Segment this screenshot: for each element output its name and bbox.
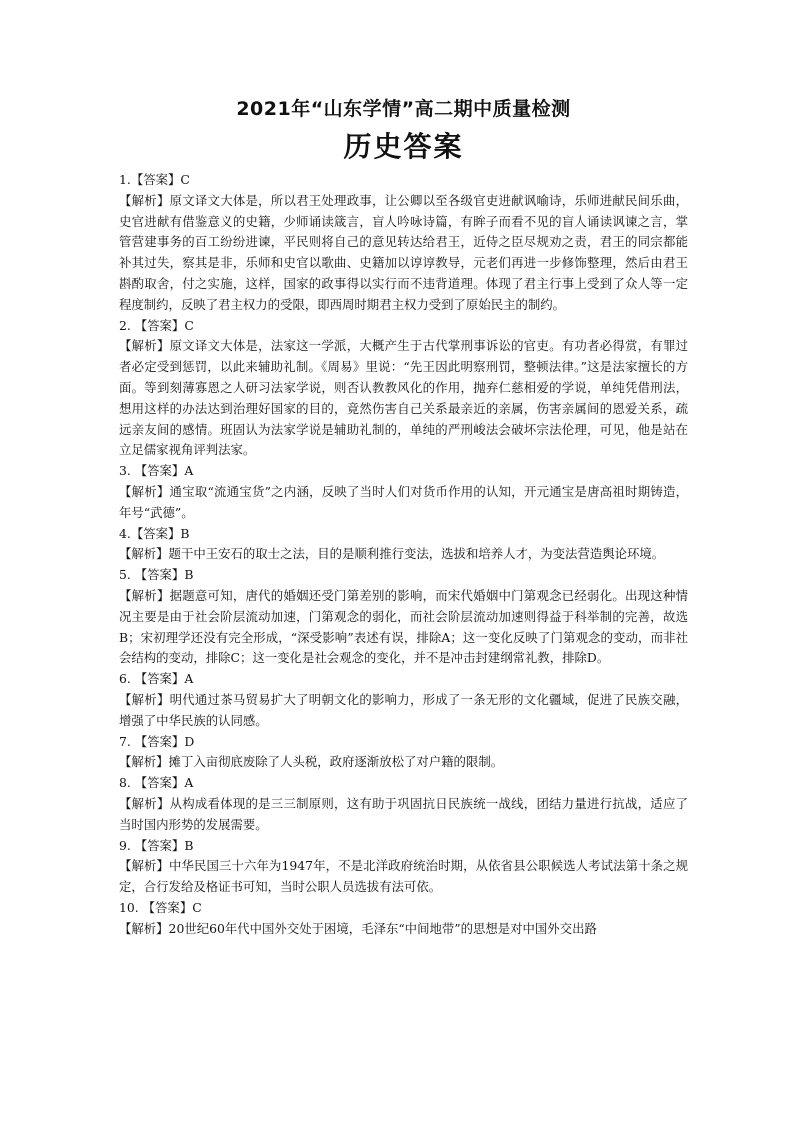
answer-label-1: 1.【答案】C xyxy=(119,172,190,187)
answer-label-7: 7. 【答案】D xyxy=(119,733,195,749)
answer-item-4 xyxy=(119,524,688,566)
answer-item-7 xyxy=(119,732,688,774)
answer-label-6: 6. 【答案】A xyxy=(119,671,194,687)
answer-label-5: 5. 【答案】B xyxy=(119,567,194,583)
analysis-text-3: 【解析】通宝取“流通宝货”之内涵，反映了当时人们对货币作用的认知，开元通宝是唐高祖时期铸造，年号“武德”。 xyxy=(119,483,688,520)
answer-item-5 xyxy=(119,565,688,669)
answer-label-9: 9. 【答案】B xyxy=(119,837,194,853)
answer-item-8 xyxy=(119,773,688,835)
answer-label-8: 8. 【答案】A xyxy=(119,775,194,791)
analysis-text-1: 【解析】原文译文大体是，所以君王处理政事，让公卿以至各级官吏进献讽喻诗，乐师进献民间乐曲，史官进献有借鉴意义的史籍，少师诵读箴言，盲人吟咏诗篇，有眸子而看不见的盲人诵读讽谏之言，掌管营建事务的百工纷纷进谏，平民则将自己的意见转达给君王，近侍之臣尽规劝之责，君王的同宗都能补其过失，察其是非，乐师和史官以歌曲、史籍加以谆谆教导，元老们再进一步修饰整理，然后由君王斟酌取舍，付之实施，这样，国家的政事得以实行而不违背道理。体现了君主行事上受到了众人等一定程度制约，反映了君主权力的受限，即西周时期君主权力受到了原始民主的制约。 xyxy=(119,192,688,312)
analysis-text-5: 【解析】据题意可知，唐代的婚姻还受门第差别的影响，而宋代婚姻中门第观念已经弱化。出现这种情况主要是由于社会阶层流动加速，门第观念的弱化，而社会阶层流动加速则得益于科举制的完善，故选B；宋初理学还没有完全形成，“深受影响”表述有误，排除A；这一变化反映了门第观念的变动，而非社会结构的变动，排除C；这一变化是社会观念的变化，并不是冲击封建纲常礼教，排除D。 xyxy=(119,587,688,666)
analysis-text-10: 【解析】20世纪60年代中国外交处于困境，毛泽东“中间地带”的思想是对中国外交出路 xyxy=(119,920,597,936)
analysis-text-7: 【解析】摊丁入亩彻底废除了人头税，政府逐渐放松了对户籍的限制。 xyxy=(119,754,504,770)
analysis-text-6: 【解析】明代通过茶马贸易扩大了明朝文化的影响力，形成了一条无形的文化疆域，促进了民族交融，增强了中华民族的认同感。 xyxy=(119,691,688,728)
answer-item-6 xyxy=(119,669,688,731)
answer-item-9 xyxy=(119,836,688,898)
answer-label-4: 4.【答案】B xyxy=(119,525,190,541)
analysis-text-4: 【解析】题干中王安石的取士之法，目的是顺利推行变法，选拔和培养人才，为变法营造舆论环境。 xyxy=(119,546,665,562)
answer-list xyxy=(119,170,688,939)
answer-item-3 xyxy=(119,461,688,523)
analysis-text-9: 【解析】中华民国三十六年为1947年，不是北洋政府统治时期，从依省县公职候选人考试法第十条之规定，合行发给及格证书可知，当时公职人员选拔有法可依。 xyxy=(119,858,688,895)
answer-item-2 xyxy=(119,316,688,462)
analysis-text-8: 【解析】从构成看体现的是三三制原则，这有助于巩固抗日民族统一战线，团结力量进行抗战，适应了当时国内形势的发展需要。 xyxy=(119,795,688,832)
document-title: 2021年“山东学情”高二期中质量检测 xyxy=(236,98,571,120)
answer-label-3: 3. 【答案】A xyxy=(119,463,194,479)
answer-label-10: 10. 【答案】C xyxy=(119,899,202,915)
document-subtitle: 历史答案 xyxy=(343,130,464,163)
answer-label-2: 2. 【答案】C xyxy=(119,317,194,333)
answer-item-10 xyxy=(119,898,688,940)
analysis-text-2: 【解析】原文译文大体是，法家这一学派，大概产生于古代掌刑事诉讼的官吏。有功者必得赏，有罪过者必定受到惩罚，以此来辅助礼制。《周易》里说：“先王因此明察刑罚，整顿法律。”这是法家擅长的方面。等到刻薄寡恩之人研习法家学说，则否认教教风化的作用，抛弃仁慈相爱的学说，单纯凭借刑法，想用这样的办法达到治理好国家的目的，竟然伤害自己关系最亲近的亲属，伤害亲属间的恩爱关系，疏远亲友间的感情。班固认为法家学说是辅助礼制的，单纯的严刑峻法会破坏宗法伦理，可见，他是站在立足儒家视角评判法家。 xyxy=(119,338,688,458)
answer-item-1 xyxy=(119,170,688,316)
